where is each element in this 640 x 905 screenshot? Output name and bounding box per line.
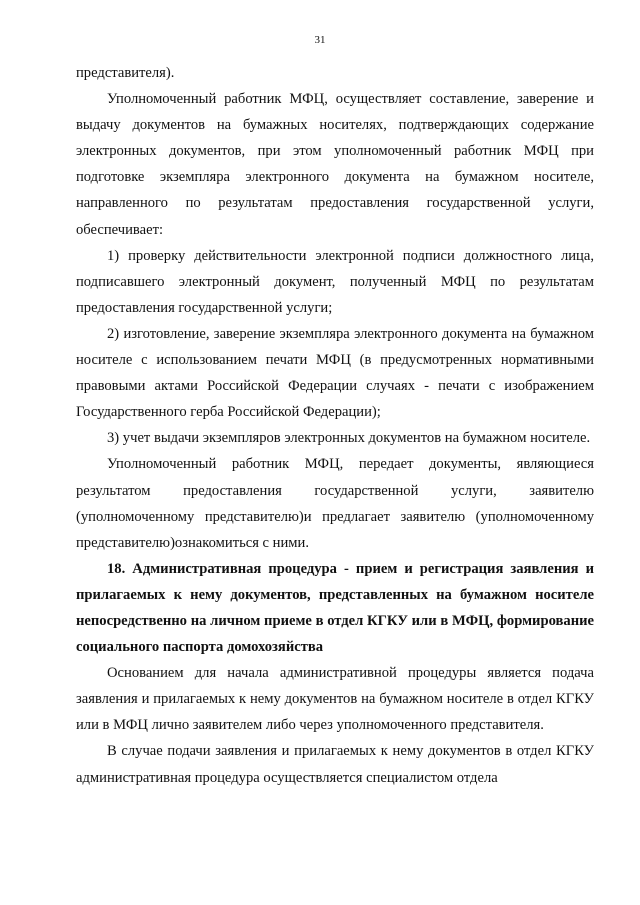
list-item-signature-check: 1) проверку действительности электронной подписи должностного лица, подписавшего электронный документ, полученный МФЦ по результатам предоставления государственной услуги; <box>76 247 594 316</box>
page-number: 31 <box>314 34 326 46</box>
paragraph-procedure-basis: Основанием для начала административной процедуры является подача заявления и прилагаемых к нему документов на бумажном носителе в отдел КГКУ или в МФЦ лично заявителем либо через уполномоченного представителя. <box>76 665 594 734</box>
list-item-paper-copy: 2) изготовление, заверение экземпляра электронного документа на бумажном носителе с использованием печати МФЦ (в предусмотренных нормативными правовыми актами Российской Федерации случаях - печати с изображением Государственного герба Российской Федерации); <box>76 325 594 421</box>
section-heading-18: 18. Административная процедура - прием и регистрация заявления и прилагаемых к нему документов, представленных на бумажном носителе непосредственно на личном приеме в отдел КГКУ или в МФЦ, формирование социального паспорта домохозяйства <box>76 560 594 656</box>
paragraph-mfc-worker-duties: Уполномоченный работник МФЦ, осуществляет составление, заверение и выдачу документов на бумажных носителях, подтверждающих содержание электронных документов, при этом уполномоченный работник МФЦ при подготовке экземпляра электронного документа на бумажном носителе, направленного по результатам предоставления государственной услуги, обеспечивает: <box>76 91 594 238</box>
document-body <box>76 60 594 791</box>
paragraph-continuation: представителя). <box>76 65 175 81</box>
paragraph-document-handover: Уполномоченный работник МФЦ, передает документы, являющиеся результатом предоставления государственной услуги, заявителю (уполномоченному представителю)и предлагает заявителю (уполномоченному представителю)ознакомиться с ними. <box>76 456 594 551</box>
list-item-issue-accounting: 3) учет выдачи экземпляров электронных документов на бумажном носителе. <box>107 430 591 447</box>
paragraph-kgku-submission: В случае подачи заявления и прилагаемых к нему документов в отдел КГКУ административная процедура осуществляется специалистом отдела <box>76 743 594 786</box>
